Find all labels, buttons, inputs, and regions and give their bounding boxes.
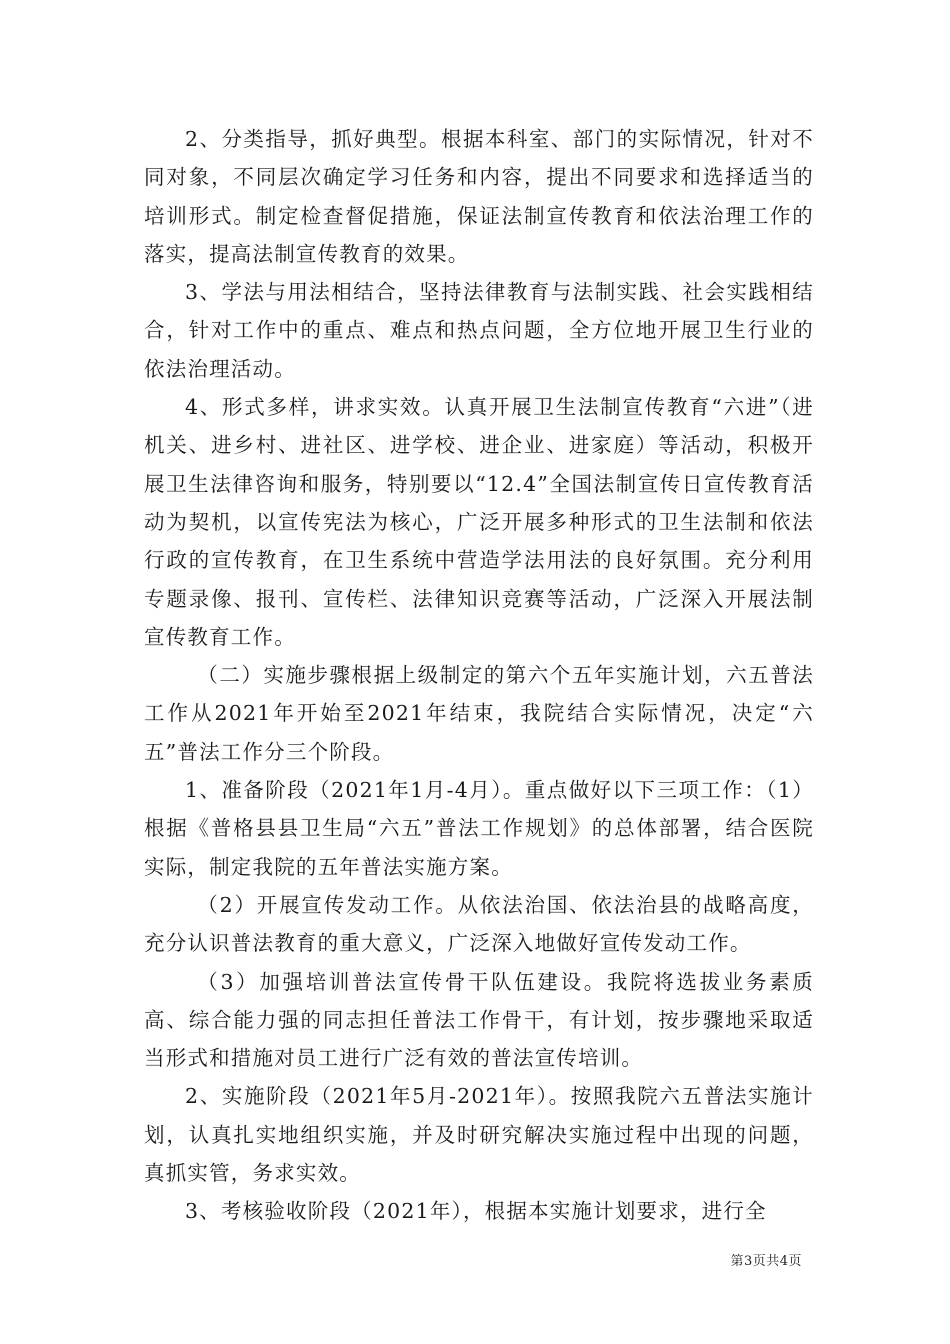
document-body [144, 120, 814, 1231]
paragraph-classified-guidance: 2、分类指导，抓好典型。根据本科室、部门的实际情况，针对不同对象，不同层次确定学习任务和内容，提出不同要求和选择适当的培训形式。制定检查督促措施，保证法制宣传教育和依法治理工作的落实，提高法制宣传教育的效果。 [144, 127, 814, 266]
paragraph-preparation-stage: 1、准备阶段（2021年1月-4月）。重点做好以下三项工作：（1）根据《普格县县卫生局“六五”普法工作规划》的总体部署，结合医院实际，制定我院的五年普法实施方案。 [144, 778, 814, 879]
page-number: 第3页共4页 [730, 1254, 802, 1269]
paragraph-implementation-steps: （二）实施步骤根据上级制定的第六个五年实施计划，六五普法工作从2021年开始至2021年结束，我院结合实际情况，决定“六五”普法工作分三个阶段。 [144, 663, 814, 764]
paragraph-diverse-forms: 4、形式多样，讲求实效。认真开展卫生法制宣传教育“六进”（进机关、进乡村、进社区、进学校、进企业、进家庭）等活动，积极开展卫生法律咨询和服务，特别要以“12.4”全国法制宣传日宣传教育活动为契机，以宣传宪法为核心，广泛开展多种形式的卫生法制和依法行政的宣传教育，在卫生系统中营造学法用法的良好氛围。充分利用专题录像、报刊、宣传栏、法律知识竞赛等活动，广泛深入开展法制宣传教育工作。 [144, 395, 814, 649]
paragraph-training-backbone: （3）加强培训普法宣传骨干队伍建设。我院将选拔业务素质高、综合能力强的同志担任普法工作骨干，有计划，按步骤地采取适当形式和措施对员工进行广泛有效的普法宣传培训。 [144, 969, 814, 1071]
paragraph-assessment-stage: 3、考核验收阶段（2021年），根据本实施计划要求，进行全 [185, 1199, 767, 1224]
paragraph-law-study-practice: 3、学法与用法相结合，坚持法律教育与法制实践、社会实践相结合，针对工作中的重点、难点和热点问题，全方位地开展卫生行业的依法治理活动。 [144, 280, 814, 381]
paragraph-implementation-stage: 2、实施阶段（2021年5月-2021年）。按照我院六五普法实施计划，认真扎实地组织实施，并及时研究解决实施过程中出现的问题，真抓实管，务求实效。 [144, 1084, 814, 1186]
paragraph-publicity-mobilization: （2）开展宣传发动工作。从依法治国、依法治县的战略高度，充分认识普法教育的重大意义，广泛深入地做好宣传发动工作。 [144, 892, 814, 956]
